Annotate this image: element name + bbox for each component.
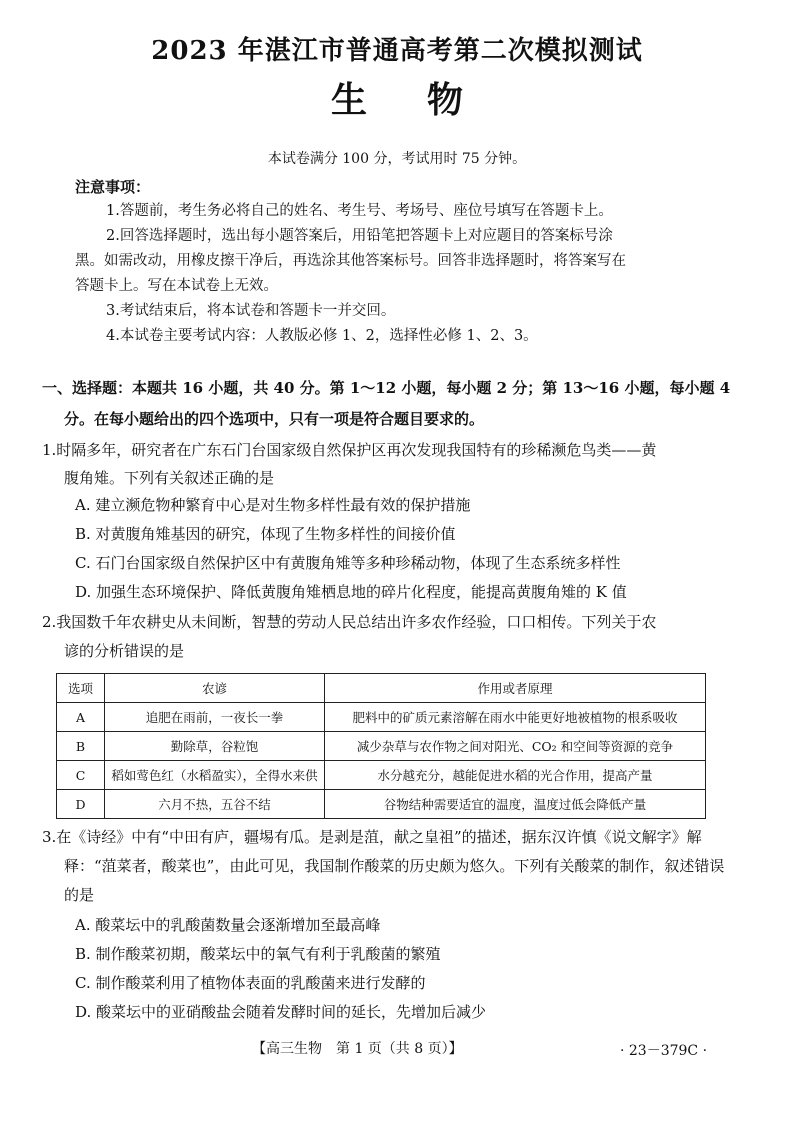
notice-item-2-line-1: 2.回答选择题时，选出每小题答案后，用铅笔把答题卡上对应题目的答案标号涂 <box>106 228 613 244</box>
table-row <box>57 790 706 819</box>
q1-option-c: C. 石门台国家级自然保护区中有黄腹角雉等多种珍稀动物，体现了生态系统多样性 <box>75 554 621 572</box>
table-row <box>57 761 706 790</box>
table-cell-option: B <box>57 732 105 761</box>
table-cell-proverb: 勤除草，谷粒饱 <box>105 732 325 761</box>
table-cell-option: D <box>57 790 105 819</box>
section-heading-line-1: 一、选择题：本题共 16 小题，共 40 分。第 1～12 小题，每小题 2 分；第 13～16 小题，每小题 4 <box>42 379 731 397</box>
table-cell-principle: 水分越充分，越能促进水稻的光合作用，提高产量 <box>325 761 706 790</box>
page-footer: 【高三生物 第 1 页（共 8 页）】 <box>252 1041 463 1057</box>
notice-item-2-line-3: 答题卡上。写在本试卷上无效。 <box>75 278 278 294</box>
agriculture-proverb-table <box>56 673 706 819</box>
q1-stem-line-1: 1.时隔多年，研究者在广东石门台国家级自然保护区再次发现我国特有的珍稀濒危鸟类——黄 <box>42 441 657 459</box>
q3-stem-line-1: 3.在《诗经》中有“中田有庐，疆埸有瓜。是剥是菹，献之皇祖”的描述，据东汉许慎《说文解字》解 <box>42 828 702 846</box>
notice-heading: 注意事项： <box>75 178 151 196</box>
q3-option-b: B. 制作酸菜初期，酸菜坛中的氧气有利于乳酸菌的繁殖 <box>75 945 441 963</box>
exam-info: 本试卷满分 100 分，考试用时 75 分钟。 <box>267 151 527 167</box>
table-cell-principle: 肥料中的矿质元素溶解在雨水中能更好地被植物的根系吸收 <box>325 703 706 732</box>
table-cell-proverb: 追肥在雨前，一夜长一拳 <box>105 703 325 732</box>
table-cell-option: C <box>57 761 105 790</box>
q3-option-d: D. 酸菜坛中的亚硝酸盐会随着发酵时间的延长，先增加后减少 <box>75 1003 487 1021</box>
table-row <box>57 703 706 732</box>
exam-code: · 23－379C · <box>620 1043 708 1059</box>
subject-title: 生物 <box>330 79 523 121</box>
table-header-option: 选项 <box>57 674 105 703</box>
table-header-principle: 作用或者原理 <box>325 674 706 703</box>
table-cell-proverb: 六月不热，五谷不结 <box>105 790 325 819</box>
notice-item-3: 3.考试结束后，将本试卷和答题卡一并交回。 <box>106 303 396 319</box>
q3-option-a: A. 酸菜坛中的乳酸菌数量会逐渐增加至最高峰 <box>75 916 381 934</box>
q1-option-a: A. 建立濒危物种繁育中心是对生物多样性最有效的保护措施 <box>75 496 471 514</box>
exam-title: 2023 年湛江市普通高考第二次模拟测试 <box>151 36 643 66</box>
notice-item-1: 1.答题前，考生务必将自己的姓名、考生号、考场号、座位号填写在答题卡上。 <box>106 203 613 219</box>
q2-stem-line-1: 2.我国数千年农耕史从未间断，智慧的劳动人民总结出许多农作经验，口口相传。下列关于农 <box>42 613 657 631</box>
section-heading <box>42 373 742 435</box>
table-header-row <box>57 674 706 703</box>
q3-option-c: C. 制作酸菜利用了植物体表面的乳酸菌来进行发酵的 <box>75 974 426 992</box>
section-heading-line-2: 分。在每小题给出的四个选项中，只有一项是符合题目要求的。 <box>64 410 485 428</box>
table-row <box>57 732 706 761</box>
table-cell-proverb: 稻如莺色红（水稻盈实），全得水来供 <box>105 761 325 790</box>
q1-option-d: D. 加强生态环境保护、降低黄腹角雉栖息地的碎片化程度，能提高黄腹角雉的 K 值 <box>75 583 627 601</box>
q3-stem-line-2: 释：“菹菜者，酸菜也”，由此可见，我国制作酸菜的历史颇为悠久。下列有关酸菜的制作，叙述错误 <box>64 857 725 875</box>
table-cell-principle: 谷物结种需要适宜的温度，温度过低会降低产量 <box>325 790 706 819</box>
table-header-proverb: 农谚 <box>105 674 325 703</box>
table-cell-option: A <box>57 703 105 732</box>
table-cell-principle: 减少杂草与农作物之间对阳光、CO₂ 和空间等资源的竞争 <box>325 732 706 761</box>
q3-stem-line-3: 的是 <box>64 886 95 904</box>
notice-item-2-line-2: 黑。如需改动，用橡皮擦干净后，再选涂其他答案标号。回答非选择题时，将答案写在 <box>75 253 626 269</box>
q1-stem-line-2: 腹角雉。下列有关叙述正确的是 <box>64 469 275 487</box>
q1-option-b: B. 对黄腹角雉基因的研究，体现了生物多样性的间接价值 <box>75 525 456 543</box>
q2-stem-line-2: 谚的分析错误的是 <box>64 642 185 660</box>
notice-item-4: 4.本试卷主要考试内容：人教版必修 1、2，选择性必修 1、2、3。 <box>106 328 538 344</box>
